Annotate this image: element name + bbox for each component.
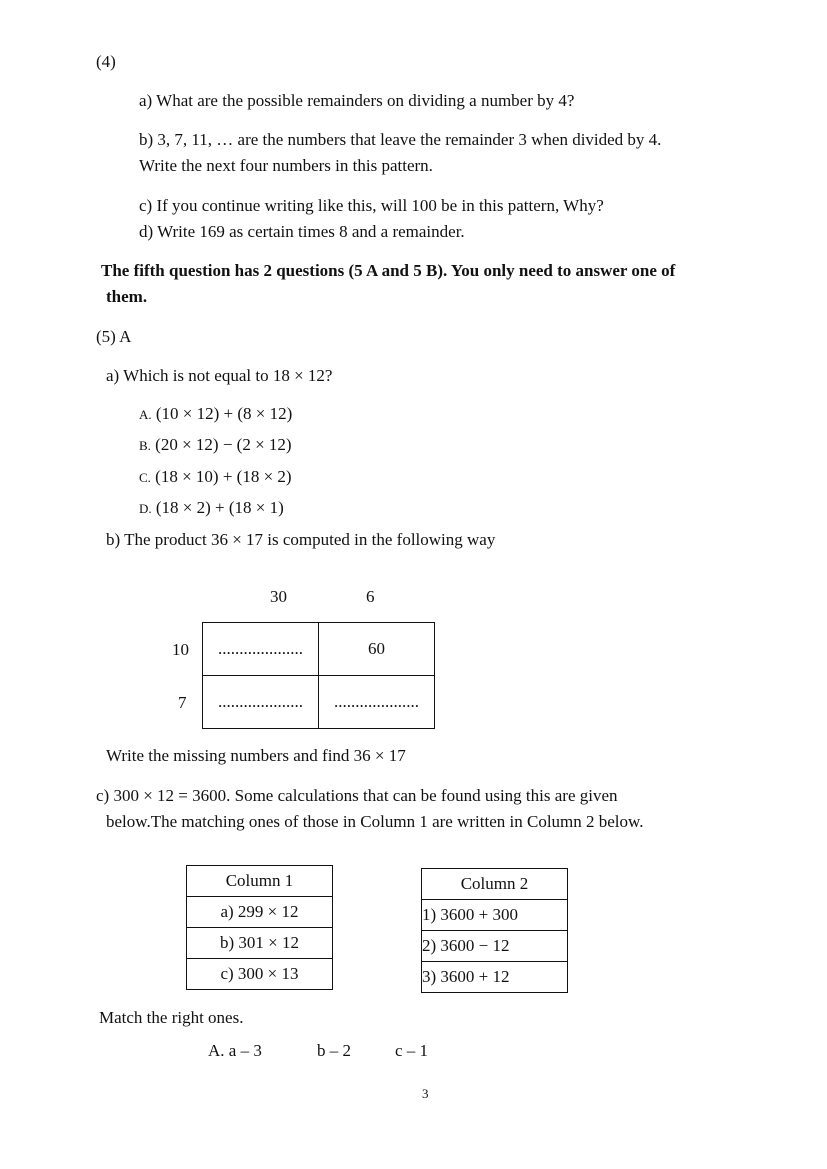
column-1-row-b: b) 301 × 12 <box>187 928 333 959</box>
grid-col-header-30: 30 <box>270 587 287 606</box>
grid-row-header-7: 7 <box>178 693 187 712</box>
answer-c: c – 1 <box>395 1041 429 1060</box>
option-b <box>139 435 292 456</box>
option-d <box>139 498 284 519</box>
match-prompt: Match the right ones. <box>99 1008 244 1027</box>
grid-cell-10x6: 60 <box>319 623 435 676</box>
option-d-text: (18 × 2) + (18 × 1) <box>155 498 284 517</box>
question-5a-b: b) The product 36 × 17 is computed in the following way <box>106 530 496 549</box>
instruction-line1: The fifth question has 2 questions (5 A and 5 B). You only need to answer one of <box>101 261 676 280</box>
grid-row-header-10: 10 <box>172 640 189 659</box>
multiplication-grid <box>202 622 435 729</box>
question-5a-number: (5) A <box>96 327 132 346</box>
grid-col-header-6: 6 <box>366 587 375 606</box>
column-1-row-c: c) 300 × 13 <box>187 959 333 990</box>
question-4-number: (4) <box>96 52 116 71</box>
column-2-table <box>421 868 568 993</box>
column-2-row-1: 1) 3600 + 300 <box>422 900 568 931</box>
question-5a-c-line2: below.The matching ones of those in Column 1 are written in Column 2 below. <box>106 812 644 831</box>
question-4b-line1: b) 3, 7, 11, … are the numbers that leave the remainder 3 when divided by 4. <box>139 130 662 149</box>
option-c-label: C. <box>139 470 151 485</box>
option-b-label: B. <box>139 438 151 453</box>
question-4a: a) What are the possible remainders on dividing a number by 4? <box>139 91 575 110</box>
instruction-line2: them. <box>106 287 148 306</box>
answer-a: A. a – 3 <box>208 1041 262 1060</box>
option-c <box>139 467 292 488</box>
column-2-row-2: 2) 3600 − 12 <box>422 931 568 962</box>
page-number: 3 <box>422 1086 429 1101</box>
option-d-label: D. <box>139 501 152 516</box>
question-5a-b-followup: Write the missing numbers and find 36 × 17 <box>106 746 406 765</box>
answer-b: b – 2 <box>317 1041 351 1060</box>
column-1-row-a: a) 299 × 12 <box>187 897 333 928</box>
grid-cell-7x30: .................... <box>203 676 319 729</box>
option-b-text: (20 × 12) − (2 × 12) <box>155 435 292 454</box>
grid-cell-7x6: .................... <box>319 676 435 729</box>
column-2-header: Column 2 <box>422 869 568 900</box>
option-a-text: (10 × 12) + (8 × 12) <box>155 404 293 423</box>
question-4d: d) Write 169 as certain times 8 and a remainder. <box>139 222 465 241</box>
option-a <box>139 404 292 425</box>
column-1-table <box>186 865 333 990</box>
question-5a-c-line1: c) 300 × 12 = 3600. Some calculations that can be found using this are given <box>96 786 618 805</box>
column-2-row-3: 3) 3600 + 12 <box>422 962 568 993</box>
grid-cell-10x30: .................... <box>203 623 319 676</box>
option-a-label: A. <box>139 407 152 422</box>
question-5a-a: a) Which is not equal to 18 × 12? <box>106 366 333 385</box>
column-1-header: Column 1 <box>187 866 333 897</box>
option-c-text: (18 × 10) + (18 × 2) <box>155 467 292 486</box>
question-4c: c) If you continue writing like this, will 100 be in this pattern, Why? <box>139 196 604 215</box>
question-4b-line2: Write the next four numbers in this pattern. <box>139 156 433 175</box>
